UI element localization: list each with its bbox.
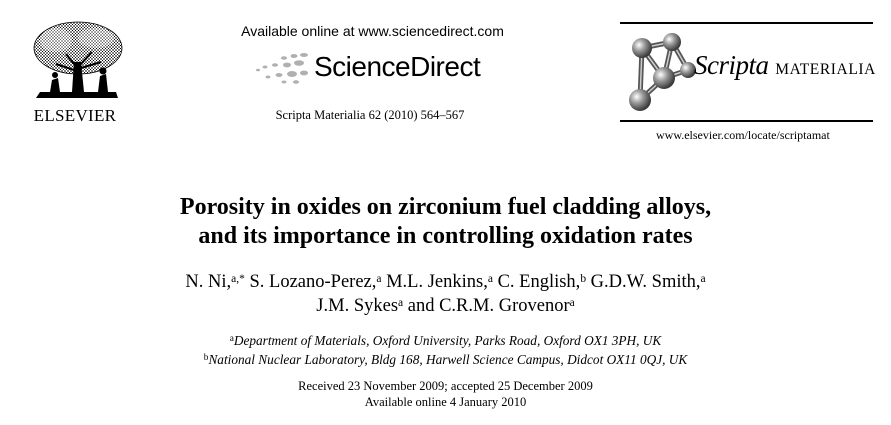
journal-name <box>694 50 876 81</box>
journal-bottom-rule <box>620 120 873 122</box>
title-line-2: and its importance in controlling oxidation rates <box>198 223 693 249</box>
affiliation-a <box>20 331 871 350</box>
received-accepted-dates: Received 23 November 2009; accepted 25 December 2009 <box>298 379 593 393</box>
sciencedirect-logo <box>254 47 494 89</box>
journal-logo-block <box>620 22 876 122</box>
affiliation-b <box>20 350 871 369</box>
article-dates <box>20 378 871 410</box>
available-online-date: Available online 4 January 2010 <box>364 395 527 409</box>
sciencedirect-wordmark: ScienceDirect <box>314 51 481 82</box>
available-online-text: Available online at www.sciencedirect.com <box>241 23 504 39</box>
author-line-2 <box>20 294 871 318</box>
author-line-1 <box>20 270 871 294</box>
author-affil-marker: a <box>376 273 382 286</box>
author-affil-marker: b <box>580 273 587 286</box>
publisher-name: ELSEVIER <box>33 106 117 125</box>
author-name: and C.R.M. Grovenor <box>407 296 570 316</box>
author-name: C. English, <box>497 272 581 292</box>
journal-name-italic: Scripta <box>694 50 769 80</box>
journal-url[interactable]: www.elsevier.com/locate/scriptamat <box>656 128 830 142</box>
journal-citation: Scripta Materialia 62 (2010) 564–567 <box>275 108 465 122</box>
author-name: N. Ni, <box>185 272 232 292</box>
author-affil-marker: a <box>487 273 493 286</box>
author-name: S. Lozano-Perez, <box>249 272 377 292</box>
journal-top-rule <box>620 22 873 24</box>
author-affil-marker: a <box>700 273 706 286</box>
journal-name-caps: MATERIALIA <box>775 61 876 78</box>
author-name: M.L. Jenkins, <box>386 272 488 292</box>
affiliations <box>20 331 871 369</box>
sciencedirect-dots-icon <box>254 51 312 85</box>
affiliation-text: National Nuclear Laboratory, Bldg 168, Harwell Science Campus, Didcot OX11 0QJ, UK <box>208 352 688 367</box>
author-list <box>20 270 871 318</box>
author-affil-marker: a,* <box>231 273 245 286</box>
author-name: J.M. Sykes <box>316 296 399 316</box>
affiliation-marker: b <box>203 352 209 363</box>
elsevier-tree-logo <box>26 20 126 102</box>
author-affil-marker: a <box>398 297 404 310</box>
author-name: G.D.W. Smith, <box>590 272 701 292</box>
affiliation-text: Department of Materials, Oxford University, Parks Road, Oxford OX1 3PH, UK <box>233 333 662 348</box>
affiliation-marker: a <box>229 333 234 344</box>
title-line-1: Porosity in oxides on zirconium fuel cladding alloys, <box>179 194 712 220</box>
author-affil-marker: a <box>569 297 575 310</box>
article-title <box>20 193 871 251</box>
